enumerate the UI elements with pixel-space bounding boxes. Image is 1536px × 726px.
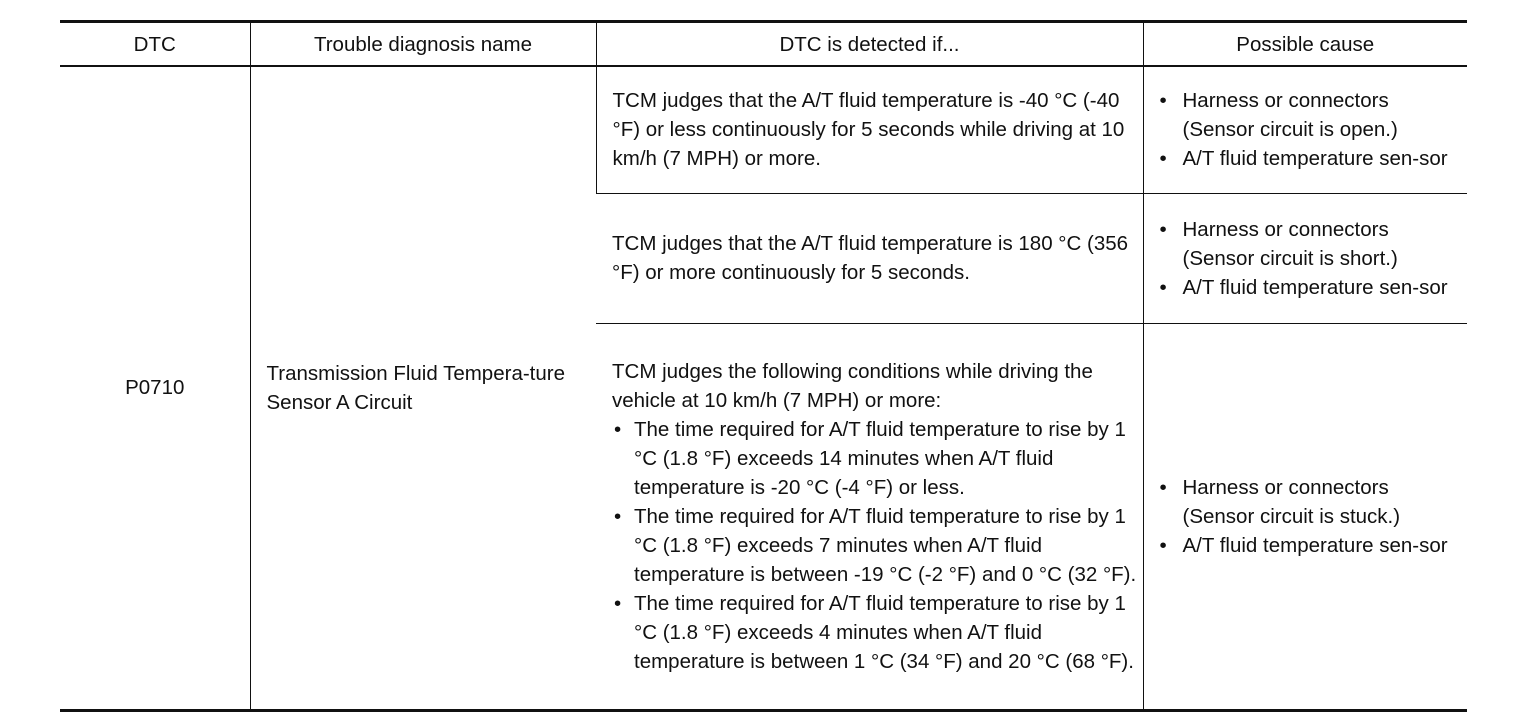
header-detected-if: DTC is detected if... xyxy=(596,22,1143,67)
header-diagnosis-name: Trouble diagnosis name xyxy=(250,22,596,67)
detection-condition: TCM judges that the A/T fluid temperature is 180 °C (356 °F) or more continuously for 5 seconds. xyxy=(596,193,1143,323)
detection-condition xyxy=(596,323,1143,710)
condition-item: • The time required for A/T fluid temperature to rise by 1 °C (1.8 °F) exceeds 7 minutes when A/T fluid temperature is between -19 °C (-2 °F) and 0 °C (32 °F). xyxy=(612,502,1137,589)
diagnosis-name: Transmission Fluid Tempera-ture Sensor A Circuit xyxy=(250,66,596,710)
header-dtc: DTC xyxy=(60,22,250,67)
cause-list xyxy=(1158,86,1462,173)
dtc-table xyxy=(60,20,1467,712)
condition-item: • The time required for A/T fluid temperature to rise by 1 °C (1.8 °F) exceeds 4 minutes when A/T fluid temperature is between 1 °C (34 °F) and 20 °C (68 °F). xyxy=(612,589,1137,676)
dtc-code: P0710 xyxy=(60,66,250,710)
cause-item: • Harness or connectors (Sensor circuit is open.) xyxy=(1158,86,1462,144)
condition-list xyxy=(612,415,1137,676)
condition-intro: TCM judges the following conditions while driving the vehicle at 10 km/h (7 MPH) or more: xyxy=(612,359,1093,412)
cause-item: • Harness or connectors (Sensor circuit is short.) xyxy=(1158,215,1462,273)
cause-item: • A/T fluid temperature sen-sor xyxy=(1158,273,1462,302)
cause-item: • Harness or connectors (Sensor circuit is stuck.) xyxy=(1158,473,1462,531)
possible-cause-cell xyxy=(1143,66,1467,193)
cause-list xyxy=(1158,473,1462,560)
detection-condition: TCM judges that the A/T fluid temperature is -40 °C (-40 °F) or less continuously for 5 seconds while driving at 10 km/h (7 MPH) or more. xyxy=(596,66,1143,193)
cause-list xyxy=(1158,215,1462,302)
condition-item: • The time required for A/T fluid temperature to rise by 1 °C (1.8 °F) exceeds 14 minutes when A/T fluid temperature is -20 °C (-4 °F) or less. xyxy=(612,415,1137,502)
possible-cause-cell xyxy=(1143,323,1467,710)
table-row xyxy=(60,66,1467,193)
header-row xyxy=(60,22,1467,67)
possible-cause-cell xyxy=(1143,193,1467,323)
header-possible-cause: Possible cause xyxy=(1143,22,1467,67)
cause-item: • A/T fluid temperature sen-sor xyxy=(1158,144,1462,173)
cause-item: • A/T fluid temperature sen-sor xyxy=(1158,531,1462,560)
